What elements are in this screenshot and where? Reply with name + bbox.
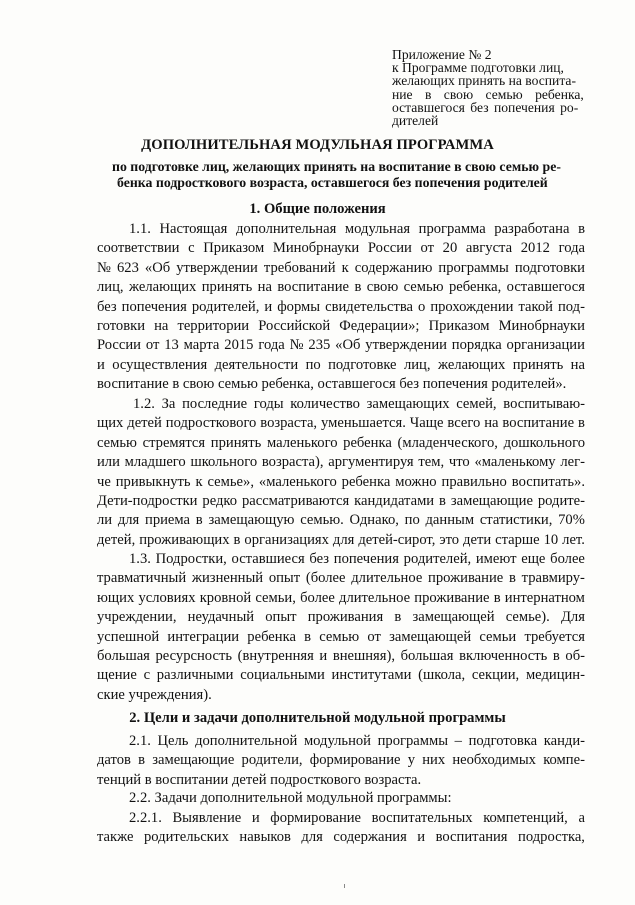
text-line: № 623 «Об утверждении требований к содержанию программы подготовки: [97, 259, 585, 276]
document-title: ДОПОЛНИТЕЛЬНАЯ МОДУЛЬНАЯ ПРОГРАММА: [141, 137, 494, 153]
text-line: ли для приема в замещающую семью. Однако, по данным статистики, 70%: [97, 512, 585, 529]
appendix-line: желающих принять на воспита-: [392, 73, 576, 89]
text-line: успешной интеграции ребенка в семью от замещающей семьи требуется: [97, 628, 585, 645]
text-line: семью стремятся принять маленького ребенка (младенческого, дошкольного: [97, 434, 585, 451]
section2-paragraph-3: [97, 809, 585, 848]
appendix-line: Приложение № 2: [392, 47, 492, 62]
text-line: соответствии с Приказом Минобрнауки России от 20 августа 2012 года: [97, 240, 585, 257]
text-line: 1.1. Настоящая дополнительная модульная программа разработана в: [129, 221, 585, 237]
text-line: без попечения родителей, и формы свидетельства о прохождении такой под-: [97, 298, 585, 315]
subtitle-line: по подготовке лиц, желающих принять на воспитание в свою семью ре-: [112, 159, 561, 174]
text-line: 2.2. Задачи дополнительной модульной программы:: [129, 790, 452, 806]
section2-paragraph-1: [97, 732, 585, 790]
text-line: щих детей подросткового возраста, уменьшается. Чаще всего на воспитание в: [97, 415, 585, 432]
appendix-line: дителей: [392, 113, 439, 129]
section-heading-goals: 2. Цели и задачи дополнительной модульной программы: [129, 710, 506, 726]
appendix-line: ние в свою семью ребенка,: [392, 86, 584, 102]
text-line: или младшего школьного возраста), аргументируя тем, что «маленькому лег-: [97, 454, 585, 471]
section2-paragraph-2: [97, 789, 585, 808]
text-line: травматичный жизненный опыт (более длительное проживание в травмиру-: [97, 570, 585, 587]
section1-paragraph-3: [97, 550, 585, 705]
text-line: воспитание в свою семью ребенка, оставшегося без попечения родителей».: [97, 376, 567, 393]
text-line: 2.2.1. Выявление и формирование воспитательных компетенций, а: [129, 810, 585, 826]
scan-mark: [344, 884, 345, 888]
text-line: детей, проживающих в организациях для детей-сирот, это дети старше 10 лет.: [97, 531, 585, 548]
text-line: Дети-подростки редко рассматриваются кандидатами в замещающие родите-: [97, 492, 585, 509]
text-line: 1.2. За последние годы количество замещающих семей, воспитываю-: [133, 396, 585, 412]
text-line: тенций в воспитании детей подросткового возраста.: [97, 771, 422, 788]
section1-paragraph-1: [97, 220, 585, 395]
section1-paragraph-2: [97, 395, 585, 550]
text-line: датов в замещающие родители, формирование у них необходимых компе-: [97, 752, 585, 769]
text-line: щение с различными социальными институтами (школа, секции, медицин-: [97, 667, 585, 684]
text-line: 1.3. Подростки, оставшиеся без попечения родителей, имеют еще более: [129, 551, 585, 567]
document-subtitle: [100, 159, 575, 190]
text-line: учреждении, неудачный опыт проживания в замещающей семье). Для: [97, 609, 585, 626]
text-line: и осуществления деятельности по подготовке лиц, желающих принять на: [97, 356, 585, 373]
text-line: ющих условиях кровной семьи, более длительное проживание в интернатном: [97, 589, 585, 606]
appendix-line: к Программе подготовки лиц,: [392, 60, 564, 76]
appendix-note: [392, 48, 600, 127]
subtitle-line: бенка подросткового возраста, оставшегося без попечения родителей: [117, 174, 548, 190]
appendix-line: оставшегося без попечения ро-: [392, 99, 579, 115]
text-line: лиц, желающих принять на воспитание в свою семью ребенка, оставшегося: [97, 279, 585, 296]
text-line: готовки на территории Российской Федерации»; Приказом Минобрнауки: [97, 317, 585, 334]
text-line: ские учреждения).: [97, 686, 212, 703]
text-line: че привыкнуть к семье», «маленького ребенка можно правильно воспитать».: [97, 473, 585, 490]
text-line: России от 13 марта 2015 года № 235 «Об утверждении порядка организации: [97, 337, 585, 354]
text-line: 2.1. Цель дополнительной модульной программы – подготовка канди-: [129, 733, 585, 749]
section-heading-general: 1. Общие положения: [249, 201, 386, 217]
text-line: также родительских навыков для содержания и воспитания подростка,: [97, 829, 585, 846]
text-line: большая ресурсность (внутренняя и внешняя), большая включенность в об-: [97, 647, 585, 664]
